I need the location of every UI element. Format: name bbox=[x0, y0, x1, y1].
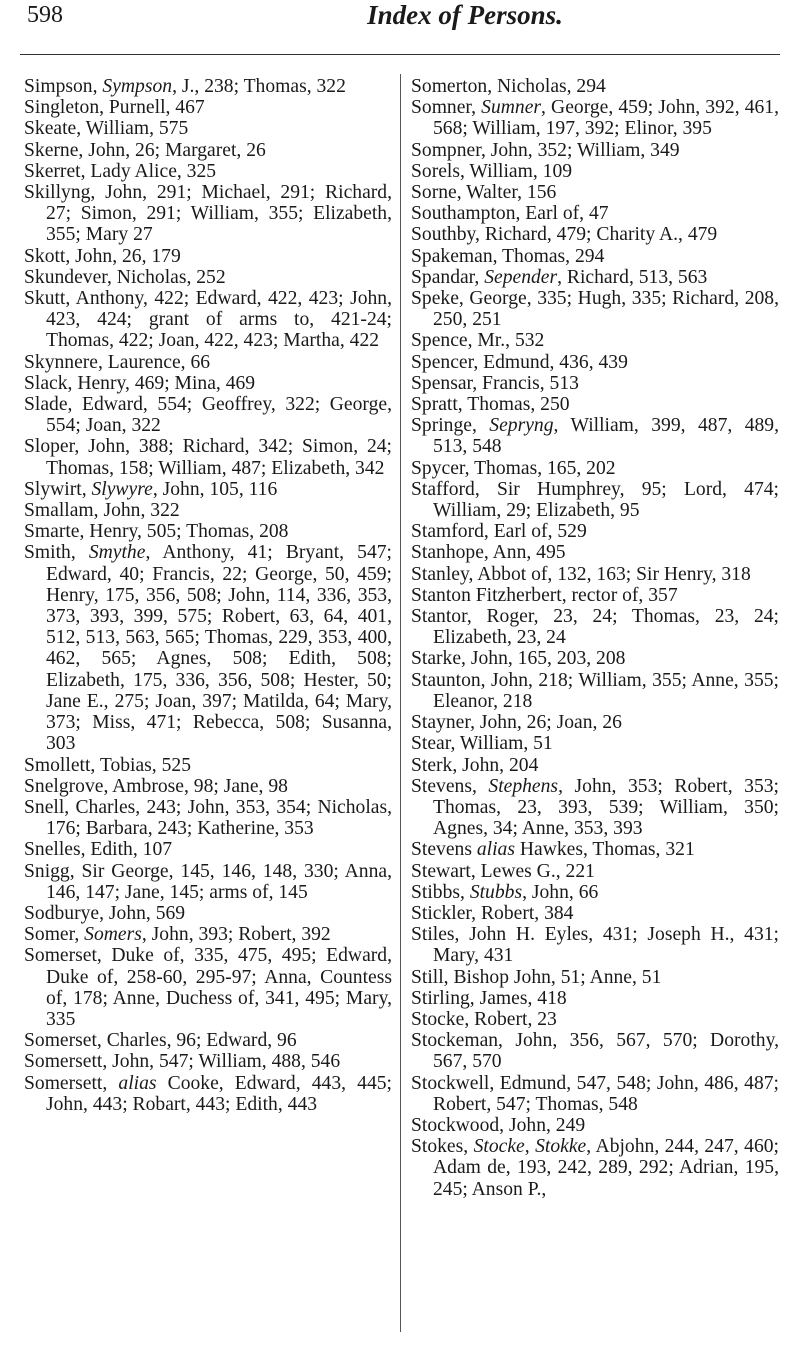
entry-text: Snigg, Sir George, 145, 146, 148, 330; Anna, 146, 147; Jane, 145; arms of, 145 bbox=[24, 860, 392, 903]
entry-text: Stockeman, John, 356, 567, 570; Dorothy, 567, 570 bbox=[411, 1030, 779, 1073]
entry-text: Stanhope, Ann, 495 bbox=[411, 542, 566, 564]
index-entry bbox=[411, 415, 779, 457]
entry-text: Skeate, William, 575 bbox=[24, 118, 189, 140]
entry-variant-italic: Sumner bbox=[481, 97, 542, 119]
page-number: 598 bbox=[27, 2, 63, 28]
index-entry bbox=[411, 288, 779, 330]
entry-text: , Anthony, 41; Bryant, 547; Edward, 40; Francis, 22; George, 50, 459; Henry, 175, 356, 508; John, 114, 336, 353, 373, 393, 399, 575; Robert, 63, 64, 401, 512, 513, 563, 565; Thomas, 229, 353, 400, 462, 565; Agnes, 508; Edith, 508; Elizabeth, 175, 336, 356, 508; Hester, 50; Jane E., 275; Joan, 397; Matilda, 64; Mary, 373; Miss, 471; Rebecca, 508; Susanna, 303 bbox=[46, 542, 393, 755]
index-entry bbox=[411, 161, 779, 182]
entry-text: Stanley, Abbot of, 132, 163; Sir Henry, 318 bbox=[411, 563, 751, 585]
entry-text: Skerne, John, 26; Margaret, 26 bbox=[24, 139, 266, 161]
entry-text: Skott, John, 26, 179 bbox=[24, 245, 181, 267]
entry-text: Somer, bbox=[24, 924, 85, 946]
header-rule bbox=[20, 54, 780, 55]
index-entry bbox=[411, 394, 779, 415]
index-entry bbox=[411, 1136, 779, 1200]
entry-variant-italic: Smythe bbox=[88, 542, 146, 564]
column-divider bbox=[400, 74, 401, 1332]
entry-text: Skundever, Nicholas, 252 bbox=[24, 266, 226, 288]
index-entry bbox=[24, 288, 392, 352]
entry-text: Southampton, Earl of, 47 bbox=[411, 203, 609, 225]
index-entry bbox=[411, 542, 779, 563]
entry-text: Stevens, bbox=[411, 775, 489, 797]
entry-variant-italic: alias bbox=[118, 1072, 157, 1094]
entry-text: Stiles, John H. Eyles, 431; Joseph H., 431; Mary, 431 bbox=[411, 924, 779, 967]
index-entry bbox=[411, 988, 779, 1009]
entry-text: , William, 399, 487, 489, 513, 548 bbox=[433, 415, 780, 458]
index-entry bbox=[411, 670, 779, 712]
entry-text: Somersett, bbox=[24, 1072, 119, 1094]
entry-text: Somerset, Duke of, 335, 475, 495; Edward, Duke of, 258-60, 295-97; Anna, Countess of, 178; Anne, Duchess of, 341, 495; Mary, 335 bbox=[24, 945, 392, 1030]
index-entry bbox=[24, 924, 392, 945]
index-entry bbox=[411, 882, 779, 903]
entry-text: Spensar, Francis, 513 bbox=[411, 372, 579, 394]
index-entry bbox=[24, 945, 392, 1030]
entry-text: Staunton, John, 218; William, 355; Anne, 355; Eleanor, 218 bbox=[411, 669, 779, 712]
entry-text: Snelgrove, Ambrose, 98; Jane, 98 bbox=[24, 775, 288, 797]
page-title: Index of Persons. bbox=[367, 0, 563, 30]
entry-text: , Abjohn, 244, 247, 460; Adam de, 193, 242, 289, 292; Adrian, 195, 245; Anson P., bbox=[433, 1136, 779, 1200]
entry-text: Smallam, John, 322 bbox=[24, 500, 180, 522]
index-entry bbox=[411, 76, 779, 97]
entry-text: Spencer, Edmund, 436, 439 bbox=[411, 351, 628, 373]
entry-text: Smith, bbox=[24, 542, 89, 564]
entry-text: Stevens bbox=[411, 839, 477, 861]
entry-variant-italic: Sepender bbox=[484, 266, 558, 288]
entry-text: Spence, Mr., 532 bbox=[411, 330, 545, 352]
entry-text: Skynnere, Laurence, 66 bbox=[24, 351, 211, 373]
entry-text: Sorels, William, 109 bbox=[411, 160, 573, 182]
index-entry bbox=[24, 1073, 392, 1115]
entry-text: Springe, bbox=[411, 415, 490, 437]
index-entry bbox=[24, 500, 392, 521]
entry-text: Spandar, bbox=[411, 266, 485, 288]
index-entry bbox=[411, 182, 779, 203]
entry-text: Slade, Edward, 554; Geoffrey, 322; George, 554; Joan, 322 bbox=[24, 394, 392, 437]
entry-text: Sodburye, John, 569 bbox=[24, 902, 186, 924]
entry-text: Stibbs, bbox=[411, 881, 470, 903]
index-entry bbox=[24, 182, 392, 246]
entry-text: Spratt, Thomas, 250 bbox=[411, 394, 570, 416]
index-entry bbox=[24, 267, 392, 288]
entry-text: Stayner, John, 26; Joan, 26 bbox=[411, 712, 622, 734]
index-entry bbox=[411, 224, 779, 245]
entry-text: Stockwell, Edmund, 547, 548; John, 486, 487; Robert, 547; Thomas, 548 bbox=[411, 1072, 779, 1115]
entry-text: Skillyng, John, 291; Michael, 291; Richard, 27; Simon, 291; William, 355; Elizabeth, 355; Mary 27 bbox=[24, 182, 392, 246]
index-entry bbox=[411, 1009, 779, 1030]
index-entry bbox=[24, 479, 392, 500]
entry-variant-italic: Sepryng bbox=[489, 415, 554, 437]
index-entry bbox=[411, 733, 779, 754]
index-entry bbox=[24, 118, 392, 139]
entry-text: Sloper, John, 388; Richard, 342; Simon, 24; Thomas, 158; William, 487; Elizabeth, 342 bbox=[24, 436, 392, 479]
index-column-left bbox=[24, 76, 392, 1115]
entry-text: Stear, William, 51 bbox=[411, 733, 553, 755]
entry-text: Somerton, Nicholas, 294 bbox=[411, 76, 606, 97]
index-entry bbox=[411, 861, 779, 882]
entry-text: Stocke, Robert, 23 bbox=[411, 1008, 557, 1030]
entry-text: Still, Bishop John, 51; Anne, 51 bbox=[411, 966, 662, 988]
entry-text: Skerret, Lady Alice, 325 bbox=[24, 160, 217, 182]
entry-text: , George, 459; John, 392, 461, 568; William, 197, 392; Elinor, 395 bbox=[433, 97, 779, 140]
entry-variant-italic: Somers bbox=[84, 924, 142, 946]
entry-text: Southby, Richard, 479; Charity A., 479 bbox=[411, 224, 718, 246]
index-entry bbox=[411, 564, 779, 585]
entry-text: Stantor, Roger, 23, 24; Thomas, 23, 24; Elizabeth, 23, 24 bbox=[411, 606, 779, 649]
entry-text: Hawkes, Thomas, 321 bbox=[514, 839, 695, 861]
index-entry bbox=[24, 861, 392, 903]
index-entry bbox=[24, 140, 392, 161]
index-entry bbox=[411, 267, 779, 288]
index-entry bbox=[24, 521, 392, 542]
index-entry bbox=[411, 903, 779, 924]
entry-text: Skutt, Anthony, 422; Edward, 422, 423; John, 423, 424; grant of arms to, 421-24; Thomas, 422; Joan, 422, 423; Martha, 422 bbox=[24, 288, 392, 352]
entry-text: Sompner, John, 352; William, 349 bbox=[411, 139, 680, 161]
entry-text: Stamford, Earl of, 529 bbox=[411, 521, 587, 543]
entry-text: , John, 393; Robert, 392 bbox=[141, 924, 331, 946]
entry-text: Cooke, Edward, 443, 445; John, 443; Robart, 443; Edith, 443 bbox=[46, 1072, 392, 1115]
entry-text: , John, 105, 116 bbox=[152, 478, 278, 500]
entry-text: Singleton, Purnell, 467 bbox=[24, 97, 205, 119]
index-entry bbox=[24, 373, 392, 394]
entry-text: Smollett, Tobias, 525 bbox=[24, 754, 191, 776]
entry-text: Somerset, Charles, 96; Edward, 96 bbox=[24, 1030, 297, 1052]
index-entry bbox=[411, 712, 779, 733]
entry-variant-italic: Stocke bbox=[473, 1136, 525, 1158]
entry-text: Stickler, Robert, 384 bbox=[411, 902, 574, 924]
entry-text: Sorne, Walter, 156 bbox=[411, 182, 557, 204]
entry-text: Somner, bbox=[411, 97, 482, 119]
index-entry bbox=[24, 76, 392, 97]
entry-text: Stokes, bbox=[411, 1136, 474, 1158]
entry-text: Stockwood, John, 249 bbox=[411, 1114, 586, 1136]
entry-text: , Richard, 513, 563 bbox=[557, 266, 708, 288]
index-entry bbox=[411, 140, 779, 161]
index-entry bbox=[411, 97, 779, 139]
index-entry bbox=[411, 839, 779, 860]
index-entry bbox=[24, 903, 392, 924]
entry-text: Spakeman, Thomas, 294 bbox=[411, 245, 605, 267]
index-entry bbox=[411, 1073, 779, 1115]
index-column-right bbox=[411, 76, 779, 1200]
entry-text: , J., 238; Thomas, 322 bbox=[172, 76, 346, 97]
entry-text: Speke, George, 335; Hugh, 335; Richard, 208, 250, 251 bbox=[411, 288, 779, 331]
entry-variant-italic: Slywyre bbox=[91, 478, 153, 500]
entry-text: Sterk, John, 204 bbox=[411, 754, 539, 776]
entry-text: , bbox=[524, 1136, 536, 1158]
index-entry bbox=[24, 1030, 392, 1051]
entry-text: Simpson, bbox=[24, 76, 103, 97]
index-entry bbox=[411, 648, 779, 669]
index-entry bbox=[24, 352, 392, 373]
index-entry bbox=[411, 967, 779, 988]
entry-text: Somersett, John, 547; William, 488, 546 bbox=[24, 1051, 341, 1073]
entry-text: , John, 353; Robert, 353; Thomas, 23, 393, 539; William, 350; Agnes, 34; Anne, 353, 393 bbox=[433, 775, 779, 840]
index-entry bbox=[411, 246, 779, 267]
index-entry bbox=[24, 394, 392, 436]
index-entry bbox=[411, 479, 779, 521]
index-entry bbox=[411, 521, 779, 542]
index-entry bbox=[411, 1115, 779, 1136]
index-entry bbox=[411, 606, 779, 648]
index-entry bbox=[411, 755, 779, 776]
index-entry bbox=[24, 436, 392, 478]
index-entry bbox=[24, 839, 392, 860]
entry-text: Smarte, Henry, 505; Thomas, 208 bbox=[24, 521, 289, 543]
index-entry bbox=[24, 246, 392, 267]
entry-text: Slywirt, bbox=[24, 478, 92, 500]
entry-text: Snell, Charles, 243; John, 353, 354; Nicholas, 176; Barbara, 243; Katherine, 353 bbox=[24, 796, 392, 840]
index-entry bbox=[411, 458, 779, 479]
index-entry bbox=[411, 924, 779, 966]
index-entry bbox=[24, 1051, 392, 1072]
index-entry bbox=[24, 797, 392, 839]
entry-variant-italic: alias bbox=[476, 839, 515, 861]
index-entry bbox=[411, 330, 779, 351]
index-entry bbox=[411, 352, 779, 373]
entry-text: Starke, John, 165, 203, 208 bbox=[411, 648, 626, 670]
entry-variant-italic: Stephens bbox=[488, 775, 559, 797]
entry-variant-italic: Sympson bbox=[102, 76, 173, 97]
entry-variant-italic: Stubbs bbox=[469, 881, 523, 903]
entry-text: Stafford, Sir Humphrey, 95; Lord, 474; William, 29; Elizabeth, 95 bbox=[411, 478, 779, 522]
entry-variant-italic: Stokke bbox=[535, 1136, 587, 1158]
index-entry bbox=[411, 776, 779, 840]
index-entry bbox=[24, 755, 392, 776]
index-entry bbox=[411, 203, 779, 224]
index-entry bbox=[411, 585, 779, 606]
entry-text: Stirling, James, 418 bbox=[411, 987, 567, 1009]
index-entry bbox=[24, 97, 392, 118]
entry-text: Stanton Fitzherbert, rector of, 357 bbox=[411, 584, 678, 606]
index-entry bbox=[24, 776, 392, 797]
entry-text: Snelles, Edith, 107 bbox=[24, 839, 173, 861]
entry-text: Stewart, Lewes G., 221 bbox=[411, 860, 595, 882]
index-entry bbox=[24, 542, 392, 754]
entry-text: , John, 66 bbox=[522, 881, 599, 903]
index-entry bbox=[411, 373, 779, 394]
entry-text: Spycer, Thomas, 165, 202 bbox=[411, 457, 616, 479]
index-entry bbox=[24, 161, 392, 182]
entry-text: Slack, Henry, 469; Mina, 469 bbox=[24, 372, 256, 394]
index-entry bbox=[411, 1030, 779, 1072]
